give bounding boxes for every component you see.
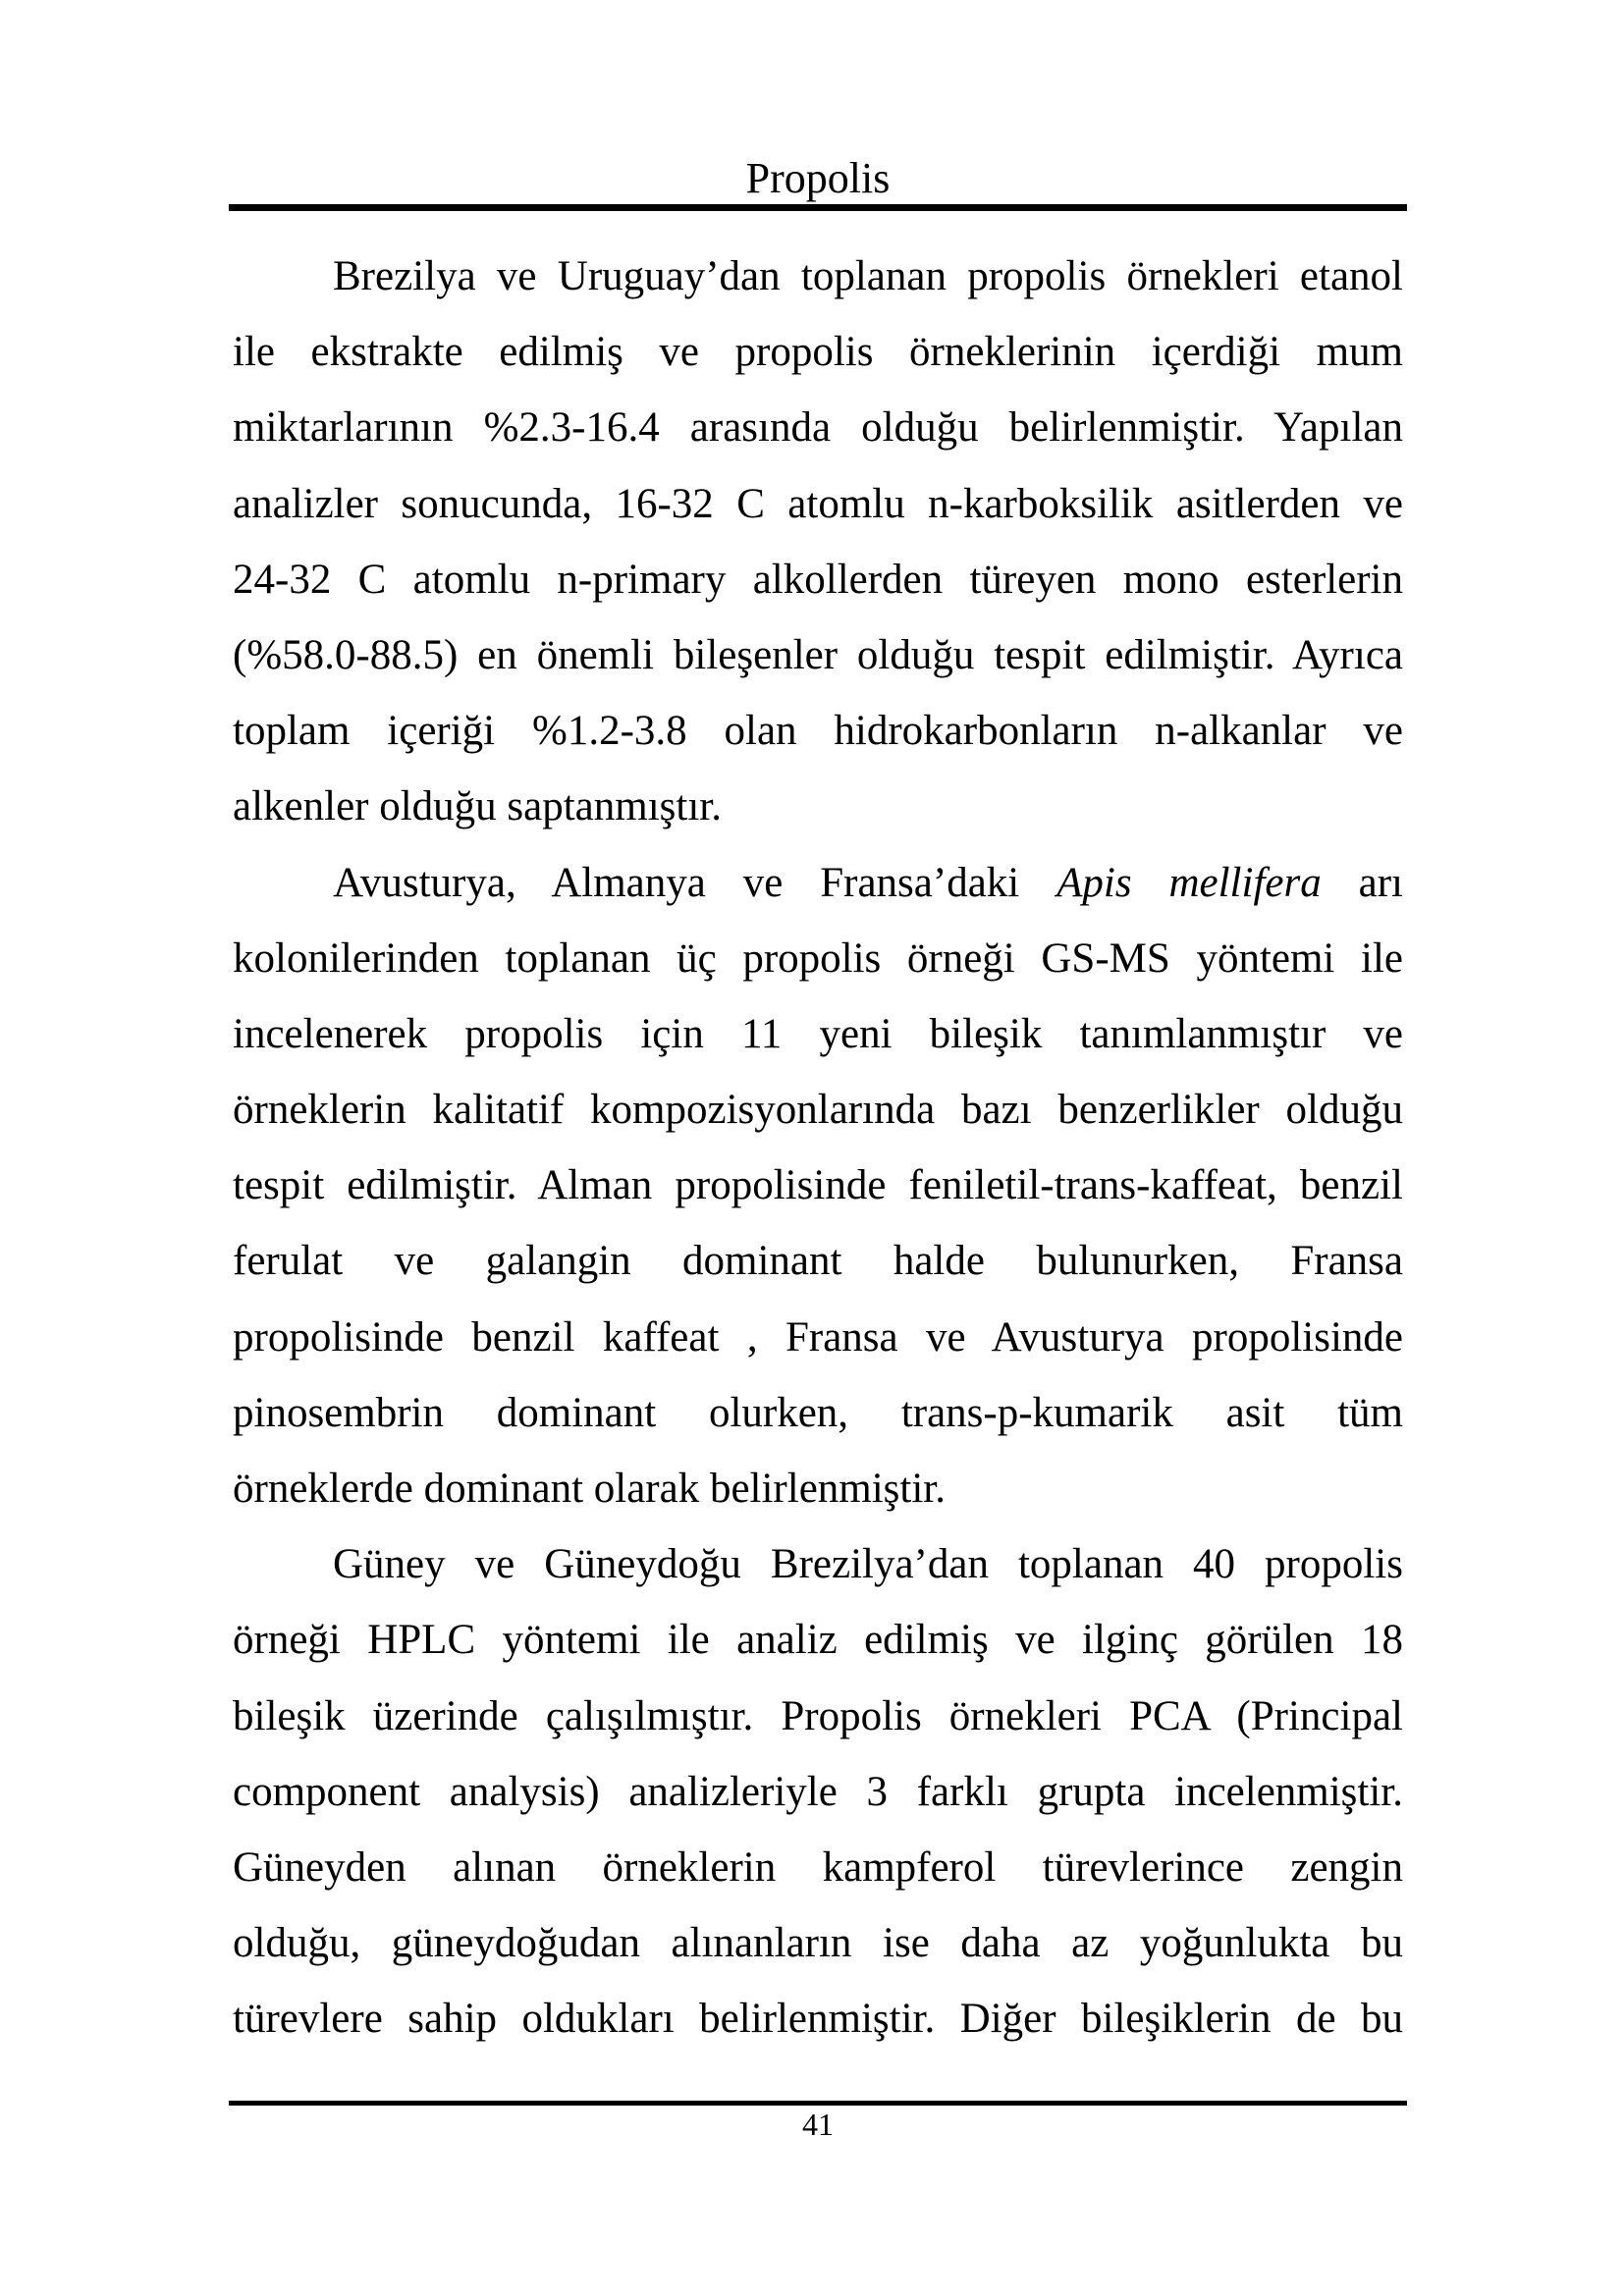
text-line: toplam içeriği %1.2-3.8 olan hidrokarbonların n-alkanlar ve bbox=[233, 708, 1403, 755]
paragraph-1 bbox=[233, 247, 1403, 854]
text-run: arı bbox=[1321, 859, 1403, 906]
text-line: ferulat ve galangin dominant halde bulunurken, Fransa bbox=[233, 1238, 1403, 1285]
text-line: incelenerek propolis için 11 yeni bileşik tanımlanmıştır ve bbox=[233, 1010, 1403, 1057]
paragraph-3 bbox=[233, 1535, 1403, 2065]
text-line: 24-32 C atomlu n-primary alkollerden türeyen mono esterlerin bbox=[233, 556, 1403, 603]
text-line: kolonilerinden toplanan üç propolis örneği GS-MS yöntemi ile bbox=[233, 934, 1403, 982]
text-line: (%58.0-88.5) en önemli bileşenler olduğu tespit edilmiştir. Ayrıca bbox=[233, 631, 1403, 678]
text-line: pinosembrin dominant olurken, trans-p-kumarik asit tüm bbox=[233, 1389, 1403, 1436]
text-line: örneği HPLC yöntemi ile analiz edilmiş ve ilginç görülen 18 bbox=[233, 1617, 1403, 1664]
species-name-italic: Apis mellifera bbox=[1056, 859, 1322, 906]
text-line: miktarlarının %2.3-16.4 arasında olduğu belirlenmiştir. Yapılan bbox=[233, 404, 1403, 452]
text-line: olduğu, güneydoğudan alınanların ise daha az yoğunlukta bu bbox=[233, 1920, 1403, 1967]
text-line: türevlere sahip oldukları belirlenmiştir. Diğer bileşiklerin de bu bbox=[233, 1996, 1403, 2043]
text-line: analizler sonucunda, 16-32 C atomlu n-karboksilik asitlerden ve bbox=[233, 480, 1403, 527]
header-rule bbox=[229, 204, 1407, 211]
body-text bbox=[233, 247, 1403, 2066]
text-line bbox=[233, 854, 1403, 930]
text-line: Güney ve Güneydoğu Brezilya’dan toplanan 40 propolis bbox=[333, 1541, 1403, 1588]
text-line: ile ekstrakte edilmiş ve propolis örneklerinin içerdiği mum bbox=[233, 329, 1403, 376]
text-line: component analysis) analizleriyle 3 farklı grupta incelenmiştir. bbox=[233, 1768, 1403, 1815]
paragraph-2 bbox=[233, 854, 1403, 1536]
text-run: Avusturya, Almanya ve Fransa’daki bbox=[333, 859, 1057, 906]
page-number: 41 bbox=[802, 2107, 834, 2142]
text-line: bileşik üzerinde çalışılmıştır. Propolis örnekleri PCA (Principal bbox=[233, 1692, 1403, 1739]
text-line: Güneyden alınan örneklerin kampferol türevlerince zengin bbox=[233, 1843, 1403, 1891]
footer-rule bbox=[229, 2101, 1407, 2106]
text-line: Brezilya ve Uruguay’dan toplanan propolis örnekleri etanol bbox=[333, 253, 1403, 299]
text-line: örneklerde dominant olarak belirlenmiştir. bbox=[233, 1466, 947, 1512]
running-header-title: Propolis bbox=[745, 154, 891, 202]
text-line: alkenler olduğu saptanmıştır. bbox=[233, 783, 722, 830]
text-line: propolisinde benzil kaffeat , Fransa ve Avusturya propolisinde bbox=[233, 1313, 1403, 1361]
text-line: tespit edilmiştir. Alman propolisinde feniletil-trans-kaffeat, benzil bbox=[233, 1162, 1403, 1209]
text-line: örneklerin kalitatif kompozisyonlarında bazı benzerlikler olduğu bbox=[233, 1087, 1403, 1134]
